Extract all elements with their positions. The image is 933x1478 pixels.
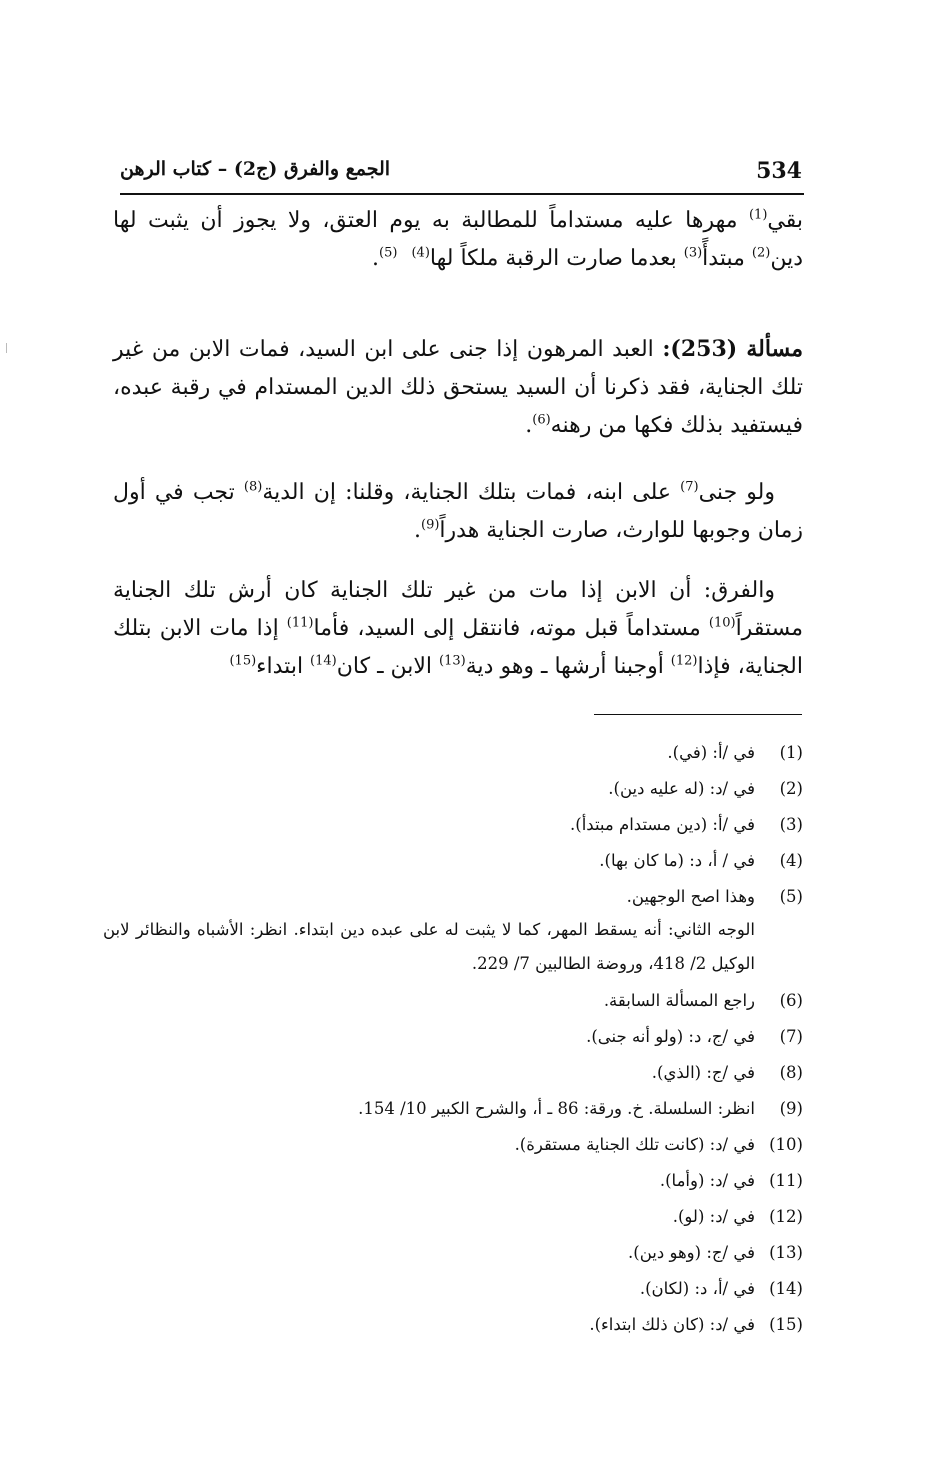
footnote-ref: (10) [708,615,736,631]
footnote-number: (3) [779,815,803,834]
footnote-text: في /د: (له عليه دين). [608,779,755,798]
text-run: إذا مات الابن بتلك الجناية، فإذا [113,616,803,679]
footnote-number: (13) [769,1243,803,1262]
footnote-text: في / أ، د: (ما كان بها). [599,851,755,870]
footnote-text: في /د: (لو). [672,1207,755,1226]
paragraph [113,572,803,686]
text-run: . [372,246,380,271]
text-run: الابن ـ كان [336,654,440,679]
footnote-ref: (5) [379,245,398,261]
text-run: . [413,518,421,543]
footnote-ref: (6) [532,412,551,428]
footnote-number: (10) [769,1135,803,1154]
footnote-text: انظر: السلسلة. خ. ورقة: 86 ـ أ، والشرح الكبير 10/ 154. [358,1099,755,1118]
text-run: العبد المرهون إذا جنى على ابن السيد، فمات الابن من غير تلك الجناية، فقد ذكرنا أن السيد يستحق ذلك الدين المستدام في رقبة عبده، فيستفيد بذلك فكها من رهنه [113,337,803,438]
footnote-number: (7) [779,1027,803,1046]
footnote-number: (6) [779,991,803,1010]
footnote-text: في /د: (كانت تلك الجناية مستقرة). [514,1135,755,1154]
text-run: ولو جنى [698,480,775,505]
footnote-number: (4) [779,851,803,870]
text-run: بقي [767,208,803,233]
footnote-text: في /ج، د: (ولو أنه جنى). [586,1027,755,1046]
footnote-ref: (4) [411,245,430,261]
footnote-number: (15) [769,1315,803,1334]
footnote-number: (11) [769,1171,803,1190]
footnote-ref: (12) [670,653,698,669]
footnote [103,1163,803,1199]
paragraph-continuation [113,202,803,278]
footnote-number: (8) [779,1063,803,1082]
footnote [103,807,803,843]
footnote [103,1019,803,1055]
footnote-text: في /د: (كان ذلك ابتداء). [589,1315,755,1334]
footnote [103,983,803,1019]
footnotes [103,735,803,1343]
footnote [103,1235,803,1271]
footnote-ref: (13) [439,653,466,669]
footnote-text: في /ج: (الذي). [651,1063,755,1082]
footnote-text: في /د: (وأما). [659,1171,755,1190]
footnote [103,1091,803,1127]
footnote [103,1307,803,1343]
footnote-number: (1) [779,743,803,762]
text-run: على ابنه، فمات بتلك الجناية، وقلنا: إن الدية [262,480,681,505]
footnote-continuation: الوجه الثاني: أنه يسقط المهر، كما لا يثبت له على عبده دين ابتداء. انظر: الأشباه والنظائر لابن الوكيل 2/ 418، وروضة الطالبين 7/ 229. [103,920,755,973]
footnote-ref: (3) [683,245,703,261]
footnote-text: وهذا اصح الوجهين. [626,887,755,906]
issue-label: مسألة (253): [662,336,803,362]
text-run: ابتداء [256,654,311,679]
text-run: أوجبنا أرشها ـ وهو دية [465,654,671,679]
text-run: مهرها عليه مستداماً للمطالبة به يوم العتق، ولا يجوز أن يثبت لها دين [113,208,803,271]
footnote [103,735,803,771]
text-run: مبتدأً [702,246,752,271]
footnote-text: راجع المسألة السابقة. [603,991,755,1010]
footnote-text: في /أ: (دين مستدام مبتدأ). [570,815,755,834]
footnote-number: (5) [779,887,803,906]
footnote-ref: (2) [751,245,771,261]
text-run: . [525,413,533,438]
footnote-ref: (7) [680,479,699,495]
footnote [103,1271,803,1307]
footnote [103,1127,803,1163]
footnote [103,879,803,915]
footnote [103,771,803,807]
footnote-ref: (8) [243,479,263,495]
footnote-ref: (11) [286,615,314,631]
footnote-ref: (14) [310,653,337,669]
issue-paragraph [113,330,803,445]
footnote [103,1055,803,1091]
footnote-number: (2) [779,779,803,798]
footnote-ref: (1) [748,207,768,223]
footnote-text: في /أ: (في). [667,743,755,762]
footnote-ref: (15) [229,653,257,669]
footnote-separator [594,714,802,715]
footnote-number: (12) [769,1207,803,1226]
header-rule [120,193,804,195]
text-run: بعدما صارت الرقبة ملكاً لها [429,246,684,271]
scan-mark [6,343,7,353]
footnote-ref: (9) [420,517,440,533]
footnote-text: في /ج: (وهو دين). [628,1243,755,1262]
footnote-text: في /أ، د: (لكان). [639,1279,755,1298]
page-number: 534 [756,158,802,184]
text-run: تجب في أول زمان وجوبها للوارث، صارت الجناية هدراً [113,480,803,543]
paragraph [113,474,803,550]
page-header [120,150,802,190]
footnote-number: (14) [769,1279,803,1298]
footnote [103,1199,803,1235]
running-title: الجمع والفرق (ج2) – كتاب الرهن [120,158,391,180]
footnote-number: (9) [779,1099,803,1118]
text-run: والفرق: أن الابن إذا مات من غير تلك الجناية كان أرش تلك الجناية مستقراً [113,578,803,641]
text-run: مستداماً قبل موته، فانتقل إلى السيد، فأما [313,616,709,641]
footnote [103,843,803,879]
